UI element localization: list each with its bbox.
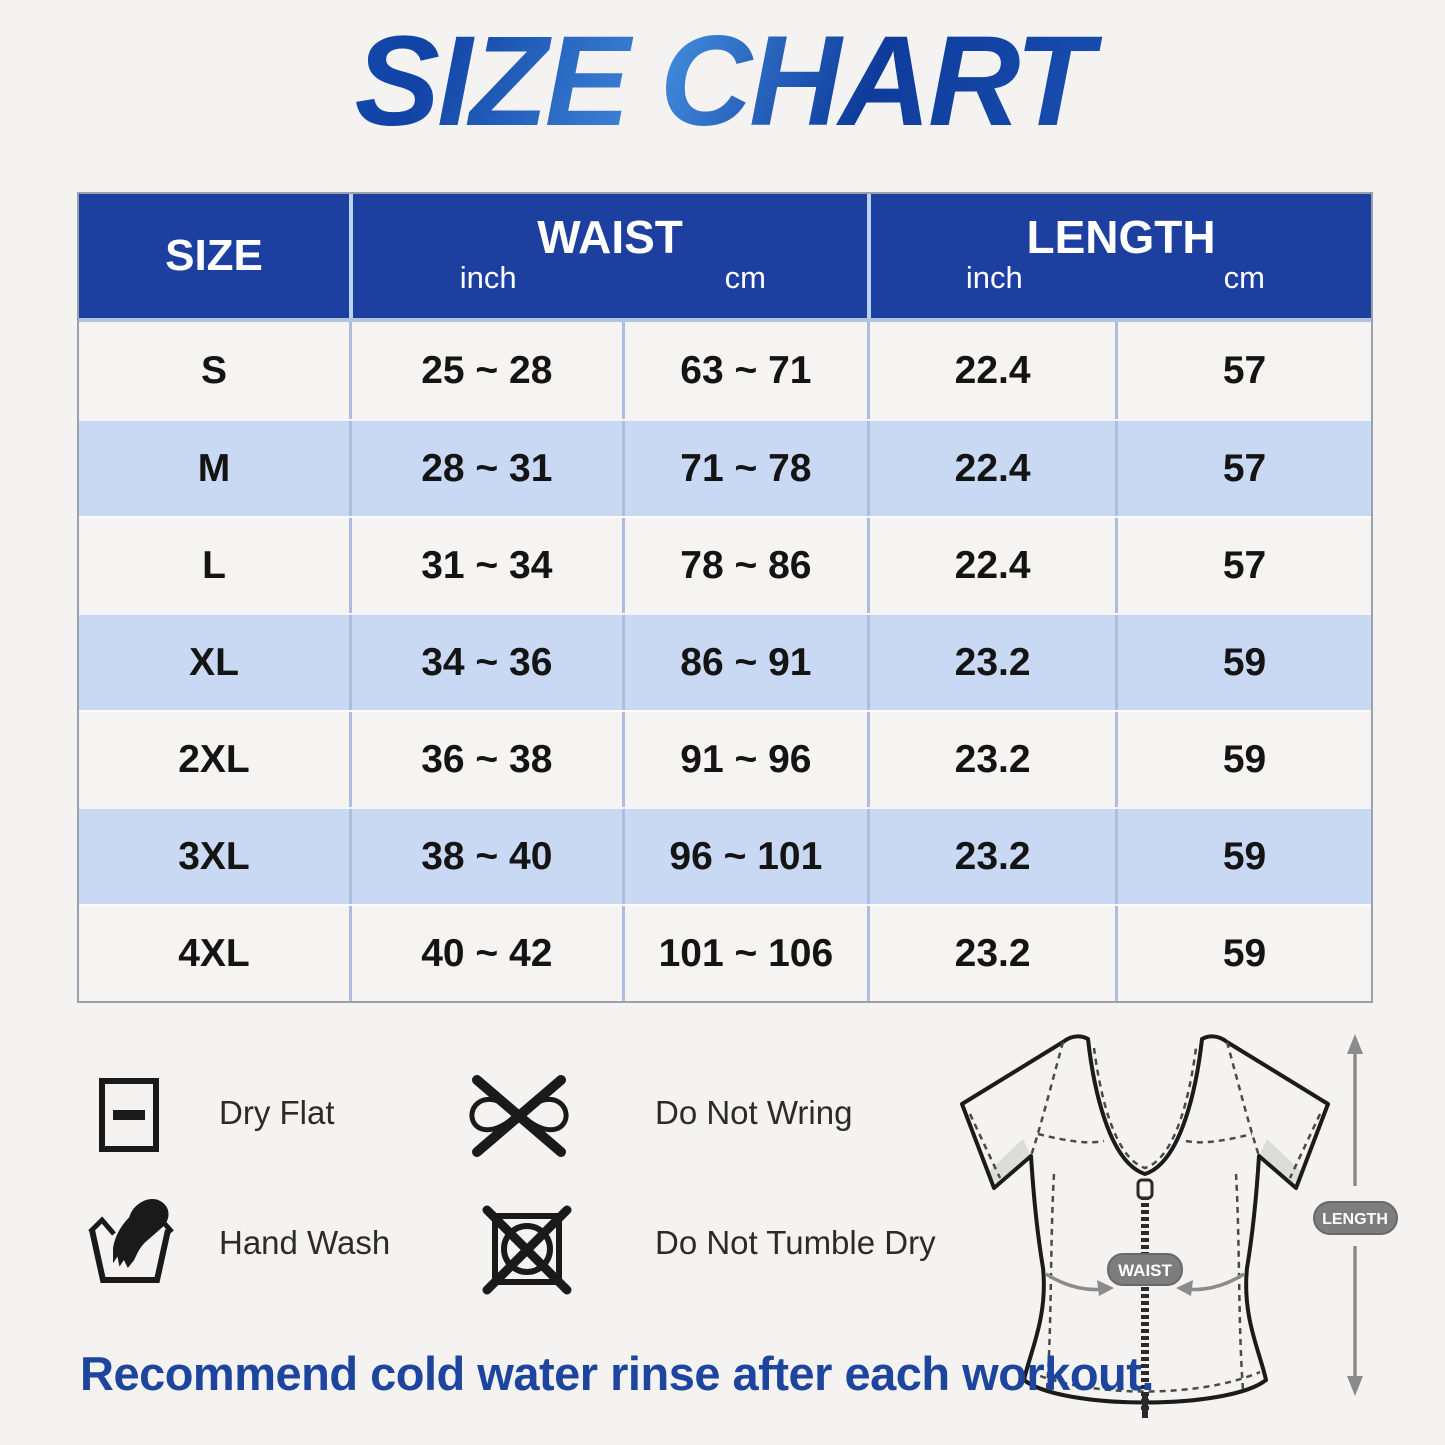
dry-flat-icon [98, 1077, 160, 1153]
do-not-tumble-dry-icon [481, 1202, 573, 1298]
cell-3XL-waist_cm: 96 ~ 101 [622, 809, 867, 904]
cell-4XL-size: 4XL [178, 931, 250, 975]
cell-3XL-length_inch: 23.2 [867, 809, 1115, 904]
hand-wash-icon [86, 1192, 178, 1286]
size-row-M [79, 419, 1371, 516]
cell-XL-length_cm: 59 [1115, 615, 1371, 710]
care-label-dry-flat: Dry Flat [219, 1094, 335, 1131]
cell-2XL-size: 2XL [178, 737, 250, 781]
care-item-dry-flat [98, 1077, 160, 1153]
cell-2XL-length_inch: 23.2 [867, 712, 1115, 807]
care-label-hand-wash: Hand Wash [219, 1224, 391, 1261]
header-waist-cm: cm [724, 260, 766, 295]
cell-3XL-size: 3XL [178, 834, 250, 878]
cell-M-length_inch: 22.4 [867, 421, 1115, 516]
cell-XL-waist_cm: 86 ~ 91 [622, 615, 867, 710]
care-item-do-not-wring [463, 1070, 575, 1162]
header-size: SIZE [165, 231, 263, 280]
cell-L-length_cm: 57 [1115, 518, 1371, 613]
waist-badge-label: WAIST [1118, 1261, 1172, 1280]
size-table [77, 192, 1373, 1003]
footer-note: Recommend cold water rinse after each workout. [80, 1347, 1154, 1400]
header-length: LENGTH [1026, 211, 1216, 263]
header-waist: WAIST [537, 211, 683, 263]
header-length-group [867, 194, 1371, 318]
cell-S-waist_cm: 63 ~ 71 [622, 322, 867, 419]
size-row-2XL [79, 710, 1371, 807]
cell-M-waist_inch: 28 ~ 31 [349, 421, 622, 516]
do-not-wring-icon [463, 1070, 575, 1162]
cell-S-size: S [201, 348, 228, 392]
cell-3XL-length_cm: 59 [1115, 809, 1371, 904]
cell-4XL-length_cm: 59 [1115, 906, 1371, 1001]
header-length-inch: inch [965, 260, 1023, 295]
cell-XL-size: XL [189, 640, 239, 684]
length-badge-label: LENGTH [1322, 1211, 1388, 1228]
cell-4XL-waist_cm: 101 ~ 106 [622, 906, 867, 1001]
cell-3XL-waist_inch: 38 ~ 40 [349, 809, 622, 904]
care-item-hand-wash [86, 1192, 178, 1286]
cell-M-size: M [197, 446, 231, 490]
cell-XL-length_inch: 23.2 [867, 615, 1115, 710]
cell-L-size: L [202, 543, 226, 587]
size-row-4XL [79, 904, 1371, 1001]
cell-S-length_inch: 22.4 [867, 322, 1115, 419]
cell-2XL-waist_cm: 91 ~ 96 [622, 712, 867, 807]
cell-4XL-length_inch: 23.2 [867, 906, 1115, 1001]
cell-L-waist_inch: 31 ~ 34 [349, 518, 622, 613]
size-row-L [79, 516, 1371, 613]
cell-2XL-length_cm: 59 [1115, 712, 1371, 807]
cell-L-waist_cm: 78 ~ 86 [622, 518, 867, 613]
table-header [79, 194, 1371, 322]
cell-M-waist_cm: 71 ~ 78 [622, 421, 867, 516]
size-row-XL [79, 613, 1371, 710]
cell-XL-waist_inch: 34 ~ 36 [349, 615, 622, 710]
cell-M-length_cm: 57 [1115, 421, 1371, 516]
care-label-do-not-tumble-dry: Do Not Tumble Dry [655, 1224, 936, 1261]
header-length-cm: cm [1223, 260, 1265, 295]
page-title: SIZE CHART [0, 8, 1445, 155]
cell-2XL-waist_inch: 36 ~ 38 [349, 712, 622, 807]
cell-L-length_inch: 22.4 [867, 518, 1115, 613]
cell-S-length_cm: 57 [1115, 322, 1371, 419]
care-item-do-not-tumble-dry [481, 1202, 573, 1298]
care-label-do-not-wring: Do Not Wring [655, 1094, 853, 1131]
cell-4XL-waist_inch: 40 ~ 42 [349, 906, 622, 1001]
header-waist-inch: inch [459, 260, 517, 295]
size-row-S [79, 322, 1371, 419]
table-body [79, 322, 1371, 1001]
zipper-pull [1138, 1180, 1152, 1198]
size-row-3XL [79, 807, 1371, 904]
cell-S-waist_inch: 25 ~ 28 [349, 322, 622, 419]
header-waist-group [349, 194, 867, 318]
